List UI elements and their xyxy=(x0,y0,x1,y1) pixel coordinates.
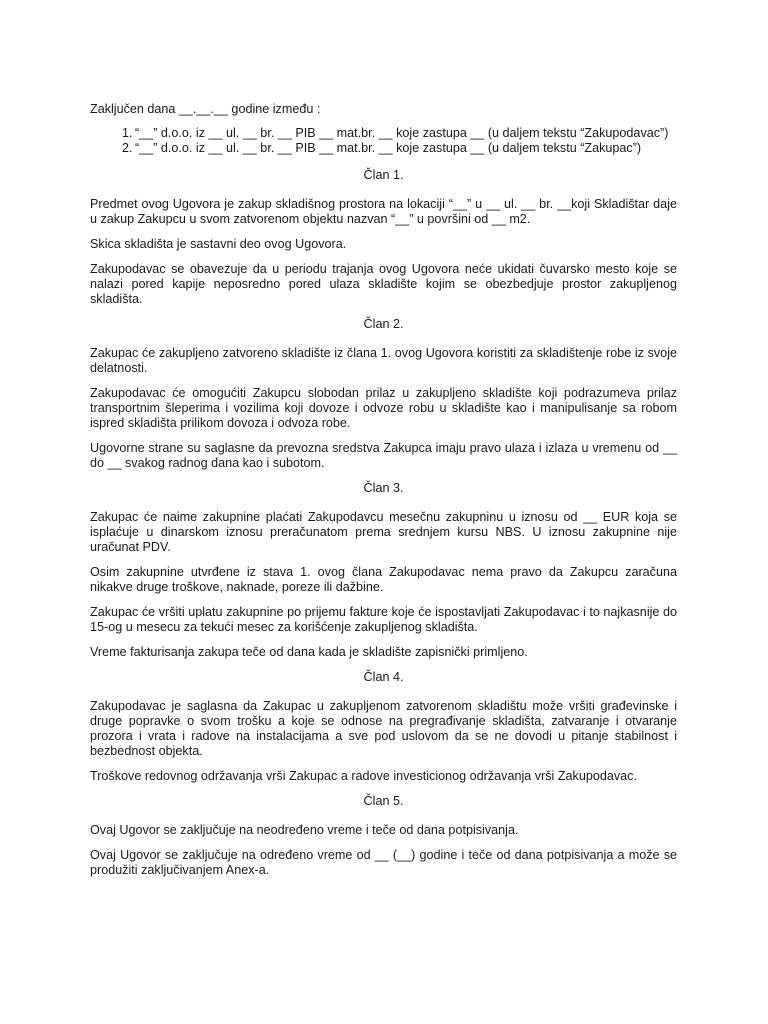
article-3-paragraph-3: Zakupac će vršiti uplatu zakupnine po prijemu fakture koje će ispostavljati Zakupodavac i to najkasnije do 15-og u mesecu za tekući mesec za korišćenje zakupljenog skladišta. xyxy=(90,605,677,634)
article-1-heading: Član 1. xyxy=(363,168,404,182)
article-5-paragraph-1: Ovaj Ugovor se zaključuje na neodređeno vreme i teče od dana potpisivanja. xyxy=(90,823,519,837)
article-5-paragraph-2: Ovaj Ugovor se zaključuje na određeno vreme od __ (__) godine i teče od dana potpisivanja a može se produžiti zaključivanjem Anex-a. xyxy=(90,848,677,877)
party-lessor: “__” d.o.o. iz __ ul. __ br. __ PIB __ mat.br. __ koje zastupa __ (u daljem tekstu “Zakupodavac”) xyxy=(135,126,669,140)
article-2-heading: Član 2. xyxy=(363,317,404,331)
article-3-paragraph-4: Vreme fakturisanja zakupa teče od dana kada je skladište zapisnički primljeno. xyxy=(90,645,528,659)
article-1-paragraph-1: Predmet ovog Ugovora je zakup skladišnog prostora na lokaciji “__” u __ ul. __ br. __koji Skladištar daje u zakup Zakupcu u svom zatvorenom objektu nazvan “__” u površini od __ m2. xyxy=(90,197,677,226)
article-2-paragraph-2: Zakupodavac će omogućiti Zakupcu slobodan prilaz u zakupljeno skladište koji podrazumeva prilaz transportnim šleperima i vozilima koji dovoze i odvoze robu u skladište kao i manipulisanje sa robom ispred skladišta prilikom dovoza i odvoza robe. xyxy=(90,386,677,430)
article-2-paragraph-1: Zakupac će zakupljeno zatvoreno skladište iz člana 1. ovog Ugovora koristiti za skladištenje robe iz svoje delatnosti. xyxy=(90,346,677,375)
article-2-paragraph-3: Ugovorne strane su saglasne da prevozna sredstva Zakupca imaju pravo ulaza i izlaza u vremenu od __ do __ svakog radnog dana kao i subotom. xyxy=(90,441,677,470)
article-3-paragraph-2: Osim zakupnine utvrđene iz stava 1. ovog člana Zakupodavac nema pravo da Zakupcu zaračuna nikakve druge troškove, naknade, poreze ili dažbine. xyxy=(90,565,677,594)
parties-list xyxy=(90,126,677,156)
article-1-paragraph-2: Skica skladišta je sastavni deo ovog Ugovora. xyxy=(90,237,347,251)
article-4-paragraph-1: Zakupodavac je saglasna da Zakupac u zakupljenom zatvorenom skladištu može vršiti građevinske i druge popravke o svom trošku a koje se odnose na pregrađivanje skladišta, zatvaranje i otvaranje prozora i vrata i radove na instalacijama a sve pod uslovom da se ne dovodi u pitanje stabilnost i bezbednost objekta. xyxy=(90,699,677,758)
article-3-paragraph-1: Zakupac će naime zakupnine plaćati Zakupodavcu mesečnu zakupninu u iznosu od __ EUR koja se isplaćuje u dinarskom iznosu preračunatom prema srednjem kursu NBS. U iznosu zakupnine nije uračunat PDV. xyxy=(90,510,677,554)
article-3-heading: Član 3. xyxy=(363,481,404,495)
article-5-heading: Član 5. xyxy=(363,794,404,808)
party-lessee: “__” d.o.o. iz __ ul. __ br. __ PIB __ mat.br. __ koje zastupa __ (u daljem tekstu “Zakupac”) xyxy=(135,141,642,155)
document-page xyxy=(90,102,677,888)
article-4-paragraph-2: Troškove redovnog održavanja vrši Zakupac a radove investicionog održavanja vrši Zakupodavac. xyxy=(90,769,637,783)
article-4-heading: Član 4. xyxy=(363,670,404,684)
contract-intro: Zaključen dana __.__.__ godine između : xyxy=(90,102,321,116)
article-1-paragraph-3: Zakupodavac se obavezuje da u periodu trajanja ovog Ugovora neće ukidati čuvarsko mesto koje se nalazi pored kapije neposredno pored ulaza skladište kojim se obezbedjuje prostor zakupljenog skladišta. xyxy=(90,262,677,306)
